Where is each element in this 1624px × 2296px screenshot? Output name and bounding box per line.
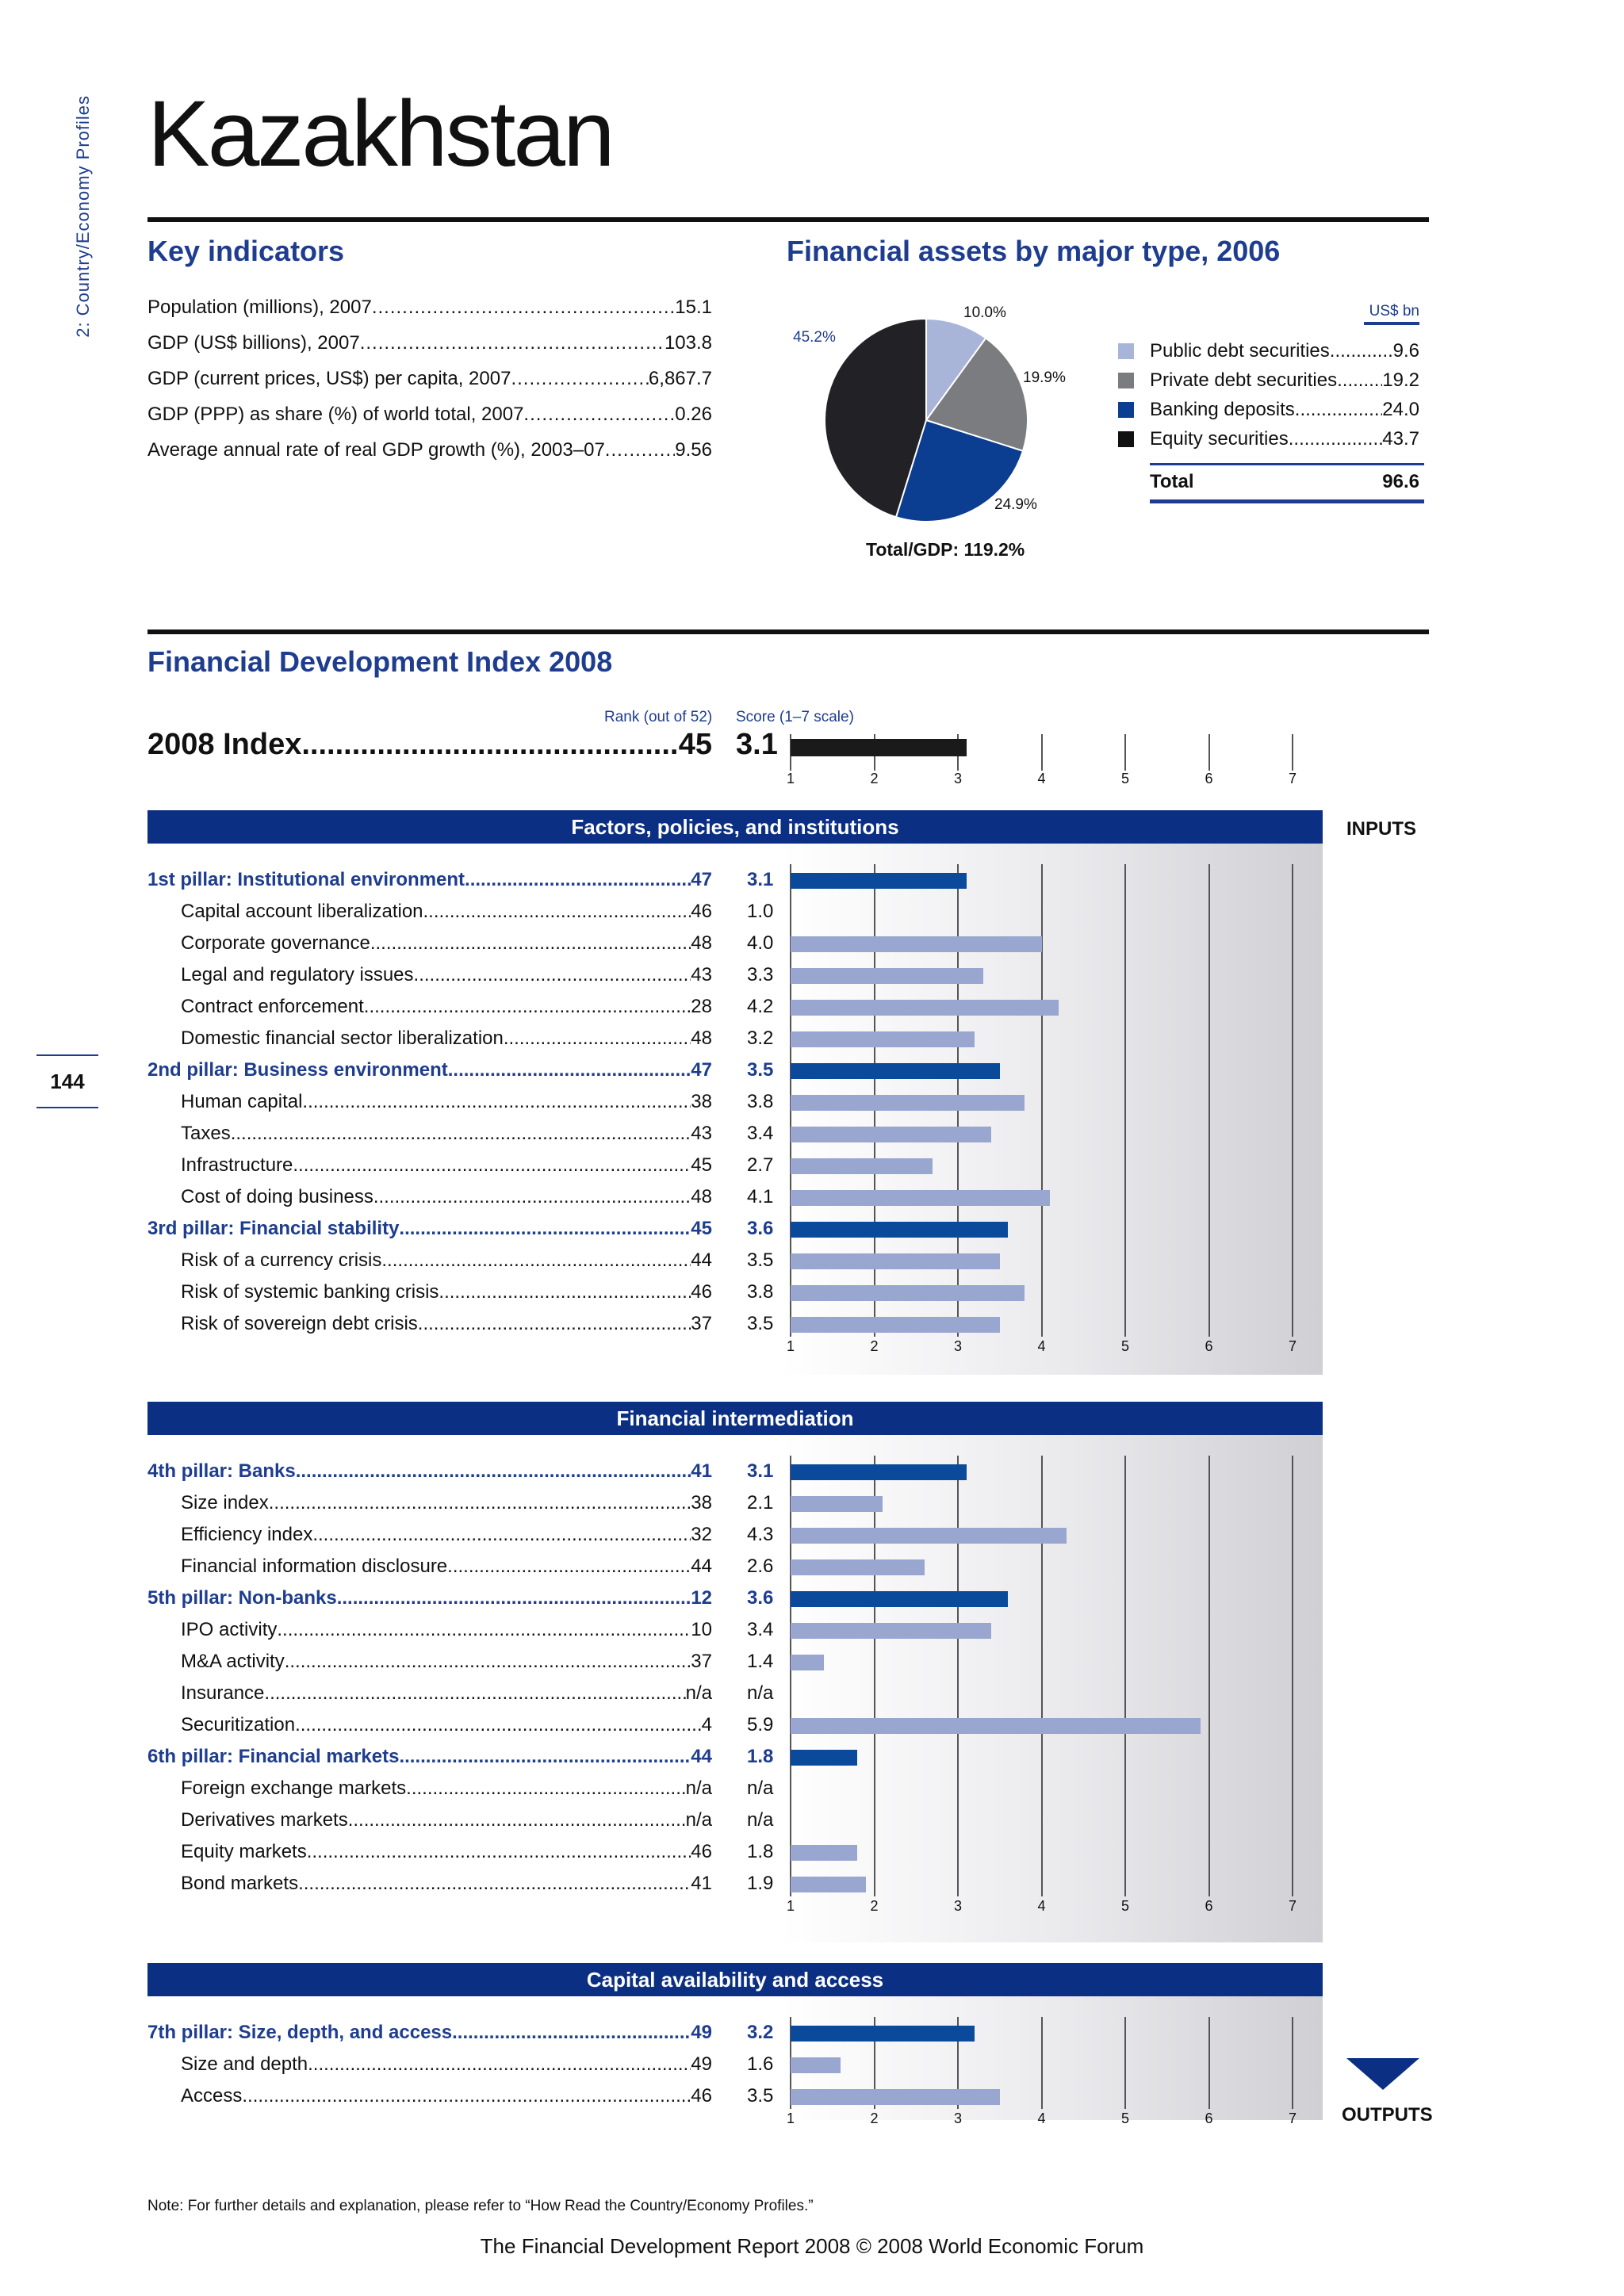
row-rank: 37 [691, 1313, 712, 1334]
row-label-text: Equity markets [181, 1841, 307, 1862]
row-label-text: Contract enforcement [181, 996, 364, 1017]
row-rank: 38 [691, 1492, 712, 1513]
row-score: 3.3 [747, 964, 774, 985]
row-score: 1.0 [747, 901, 774, 922]
legend-label: Public debt securities [1150, 340, 1330, 362]
score-bar [791, 2089, 1000, 2105]
gridline [1208, 864, 1210, 1337]
row-score: 3.5 [747, 1059, 774, 1081]
row-label-text: 3rd pillar: Financial stability [147, 1218, 400, 1239]
row-score: 5.9 [747, 1714, 774, 1735]
tick-label: 2 [870, 2110, 879, 2126]
legend-label: Equity securities [1150, 428, 1289, 450]
row-rank: 37 [691, 1651, 712, 1672]
tick-label: 2 [870, 1898, 879, 1914]
pillar-row [147, 1746, 712, 1768]
row-label-text: Securitization [181, 1714, 296, 1735]
row-rank: 46 [691, 901, 712, 922]
pillar-row [147, 1218, 712, 1240]
legend-value: 43.7 [1382, 428, 1419, 450]
score-bar [791, 1528, 1067, 1544]
row-rank: n/a [685, 1809, 712, 1831]
index-score: 3.1 [736, 728, 778, 761]
legend-value: 24.0 [1382, 399, 1419, 420]
outputs-label: OUTPUTS [1342, 2104, 1433, 2126]
pie-slice-label: 10.0% [963, 304, 1006, 321]
indicator-row [147, 404, 712, 426]
row-rank: 44 [691, 1746, 712, 1767]
gridline [1041, 2017, 1043, 2109]
sub-indicator-row [181, 1714, 712, 1736]
tick-label: 2 [870, 771, 879, 786]
tick-label: 1 [786, 771, 795, 786]
row-label-text: Efficiency index [181, 1524, 313, 1545]
row-score: 3.5 [747, 1249, 774, 1271]
row-rank: 47 [691, 869, 712, 890]
row-score: 1.9 [747, 1873, 774, 1894]
score-bar [791, 1623, 991, 1639]
tick-label: 4 [1037, 1338, 1046, 1354]
gridline [1208, 2017, 1210, 2109]
tick-label: 1 [786, 1898, 795, 1914]
row-label-text: Infrastructure [181, 1154, 293, 1176]
row-score: 1.8 [747, 1746, 774, 1767]
row-rank: 10 [691, 1619, 712, 1640]
row-score: 2.6 [747, 1556, 774, 1577]
row-score: 3.1 [747, 869, 774, 890]
gridline [874, 1456, 875, 1896]
score-bar [791, 1222, 1008, 1238]
legend-bottom-rule [1150, 499, 1424, 503]
tick-label: 1 [786, 2110, 795, 2126]
row-rank: n/a [685, 1777, 712, 1799]
gridline [1208, 1456, 1210, 1896]
indicator-value: 0.26 [675, 404, 712, 425]
row-score: 1.8 [747, 1841, 774, 1862]
inputs-label: INPUTS [1346, 818, 1417, 840]
legend-item [1118, 340, 1419, 362]
row-score: 3.5 [747, 2085, 774, 2107]
gridline [1292, 2017, 1293, 2109]
row-label-text: 4th pillar: Banks [147, 1460, 296, 1482]
row-score: 4.3 [747, 1524, 774, 1545]
gridline [957, 1456, 959, 1896]
row-score: 2.7 [747, 1154, 774, 1176]
row-label-text: Size and depth [181, 2053, 308, 2075]
outputs-arrow-icon [1346, 2058, 1419, 2093]
row-score: 3.6 [747, 1218, 774, 1239]
indicator-value: 103.8 [664, 332, 712, 354]
row-score: 4.2 [747, 996, 774, 1017]
tick-label: 4 [1037, 1898, 1046, 1914]
indicator-label: Population (millions), 2007 [147, 297, 372, 318]
legend-swatch [1118, 343, 1134, 359]
index-row [147, 728, 712, 762]
row-score: 3.8 [747, 1091, 774, 1112]
row-label-text: Corporate governance [181, 932, 370, 954]
unit-label: US$ bn [1364, 303, 1419, 325]
sub-indicator-row [181, 1841, 712, 1863]
tick-label: 7 [1288, 771, 1297, 786]
score-bar [791, 1877, 866, 1892]
tick-label: 3 [953, 1898, 962, 1914]
sub-indicator-row [181, 1027, 712, 1050]
row-label-text: Taxes [181, 1123, 231, 1144]
tick-label: 4 [1037, 2110, 1046, 2126]
row-score: n/a [747, 1809, 774, 1831]
row-label-text: 6th pillar: Financial markets [147, 1746, 400, 1767]
sub-indicator-row [181, 964, 712, 986]
row-score: 3.4 [747, 1619, 774, 1640]
score-bar [791, 873, 967, 889]
copyright: The Financial Development Report 2008 © 2008 World Economic Forum [480, 2234, 1144, 2258]
sub-indicator-row [181, 1777, 712, 1800]
sub-indicator-row [181, 932, 712, 955]
gridline [1041, 864, 1043, 1337]
pillar-row [147, 869, 712, 891]
section-band-capital: Capital availability and access [147, 1963, 1323, 1996]
tick-label: 7 [1288, 1338, 1297, 1354]
row-rank: 4 [701, 1714, 712, 1735]
sub-indicator-row [181, 1281, 712, 1303]
row-label-text: Access [181, 2085, 243, 2107]
row-score: 3.4 [747, 1123, 774, 1144]
row-label-text: Bond markets [181, 1873, 299, 1894]
row-rank: 46 [691, 1841, 712, 1862]
score-bar [791, 1031, 975, 1047]
tick-label: 5 [1120, 1898, 1129, 1914]
indicator-row [147, 439, 712, 461]
row-label-text: 7th pillar: Size, depth, and access [147, 2022, 453, 2043]
tick-label: 5 [1120, 2110, 1129, 2126]
row-rank: 38 [691, 1091, 712, 1112]
total-gdp-label: Total/GDP: 119.2% [866, 539, 1025, 560]
sub-indicator-row [181, 1651, 712, 1673]
gridline [790, 1456, 791, 1896]
score-bar [791, 1158, 933, 1174]
row-score: 2.1 [747, 1492, 774, 1513]
gridline [1292, 864, 1293, 1337]
rank-header: Rank (out of 52) [604, 709, 713, 725]
row-score: 3.8 [747, 1281, 774, 1303]
index-score-chart [780, 729, 1323, 793]
indicator-row [147, 297, 712, 319]
row-label-text: Financial information disclosure [181, 1556, 448, 1577]
score-bar [791, 1317, 1000, 1333]
gridline [1124, 2017, 1126, 2109]
row-label-text: Human capital [181, 1091, 303, 1112]
row-score: 1.4 [747, 1651, 774, 1672]
sub-indicator-row [181, 1809, 712, 1831]
index-label: 2008 Index [147, 728, 302, 761]
sub-indicator-row [181, 1873, 712, 1895]
score-bar [791, 1464, 967, 1480]
pillar-row [147, 2022, 712, 2044]
index-rank: 45 [678, 728, 712, 761]
row-rank: 46 [691, 2085, 712, 2107]
row-label-text: Capital account liberalization [181, 901, 423, 922]
indicator-label: GDP (current prices, US$) per capita, 2007 [147, 368, 511, 389]
page-number: 144 [36, 1054, 98, 1108]
tick-label: 6 [1205, 1338, 1213, 1354]
sub-indicator-row [181, 1123, 712, 1145]
tick-label: 1 [786, 1338, 795, 1354]
row-rank: 48 [691, 1027, 712, 1049]
gridline [1124, 1456, 1126, 1896]
row-rank: 48 [691, 932, 712, 954]
fdi-rule [147, 629, 1429, 634]
sub-indicator-row [181, 1682, 712, 1705]
sub-indicator-row [181, 1619, 712, 1641]
indicator-label: Average annual rate of real GDP growth (%), 2003–07 [147, 439, 605, 461]
legend-item [1118, 399, 1419, 421]
legend-value: 9.6 [1392, 340, 1419, 362]
row-label-text: Risk of systemic banking crisis [181, 1281, 439, 1303]
gridline [1041, 734, 1043, 771]
indicator-label: GDP (PPP) as share (%) of world total, 2007 [147, 404, 524, 425]
legend-total-row [1150, 471, 1419, 493]
legend-total-rule [1150, 463, 1424, 465]
tick-label: 5 [1120, 771, 1129, 786]
score-bar [791, 1559, 925, 1575]
row-label-text: 1st pillar: Institutional environment [147, 869, 465, 890]
legend-item [1118, 428, 1419, 450]
sub-indicator-row [181, 1186, 712, 1208]
fdi-heading: Financial Development Index 2008 [147, 645, 613, 678]
row-label-text: Legal and regulatory issues [181, 964, 414, 985]
row-label-text: Domestic financial sector liberalization [181, 1027, 504, 1049]
row-label-text: Foreign exchange markets [181, 1777, 407, 1799]
legend-swatch [1118, 373, 1134, 388]
row-rank: 49 [691, 2053, 712, 2075]
score-header: Score (1–7 scale) [736, 709, 854, 725]
row-rank: 47 [691, 1059, 712, 1081]
gridline [1292, 734, 1293, 771]
row-rank: 28 [691, 996, 712, 1017]
pie-slice-label: 24.9% [994, 496, 1037, 513]
row-label-text: Cost of doing business [181, 1186, 373, 1207]
sub-indicator-row [181, 1154, 712, 1177]
row-rank: 44 [691, 1556, 712, 1577]
section-band-factors: Factors, policies, and institutions [147, 810, 1323, 844]
indicator-value: 9.56 [675, 439, 712, 461]
legend-swatch [1118, 431, 1134, 447]
index-bar [791, 739, 967, 756]
sub-indicator-row [181, 2085, 712, 2107]
pillar-row [147, 1460, 712, 1483]
row-label-text: Insurance [181, 1682, 265, 1704]
row-score: n/a [747, 1682, 774, 1704]
row-score: 4.0 [747, 932, 774, 954]
row-rank: 49 [691, 2022, 712, 2043]
tick-label: 6 [1205, 2110, 1213, 2126]
row-label-text: Risk of sovereign debt crisis [181, 1313, 418, 1334]
score-bar [791, 1285, 1025, 1301]
row-rank: 45 [691, 1154, 712, 1176]
tick-label: 3 [953, 771, 962, 786]
row-rank: 41 [691, 1460, 712, 1482]
indicator-value: 15.1 [675, 297, 712, 318]
sub-indicator-row [181, 1091, 712, 1113]
score-bar [791, 1718, 1201, 1734]
legend-item [1118, 369, 1419, 392]
gridline [1124, 734, 1126, 771]
pie-slice-label: 45.2% [793, 329, 836, 346]
row-score: 3.1 [747, 1460, 774, 1482]
row-score: 3.6 [747, 1587, 774, 1609]
row-rank: n/a [685, 1682, 712, 1704]
score-bar [791, 1591, 1008, 1607]
row-label-text: M&A activity [181, 1651, 285, 1672]
score-bar [791, 1253, 1000, 1269]
tick-label: 7 [1288, 2110, 1297, 2126]
row-label-text: IPO activity [181, 1619, 278, 1640]
sub-indicator-row [181, 1249, 712, 1272]
legend-value: 19.2 [1382, 369, 1419, 391]
tick-label: 6 [1205, 1898, 1213, 1914]
tick-label: 4 [1037, 771, 1046, 786]
score-bar [791, 1127, 991, 1142]
row-score: 3.2 [747, 2022, 774, 2043]
row-rank: 48 [691, 1186, 712, 1207]
footer-note: Note: For further details and explanation, please refer to “How Read the Country/Economy Profiles.” [147, 2198, 814, 2214]
legend-label: Banking deposits [1150, 399, 1295, 420]
row-score: 1.6 [747, 2053, 774, 2075]
sidebar-section-label: 2: Country/Economy Profiles [73, 95, 93, 338]
legend-label: Private debt securities [1150, 369, 1338, 391]
legend-swatch [1118, 402, 1134, 418]
row-score: 3.5 [747, 1313, 774, 1334]
row-rank: 12 [691, 1587, 712, 1609]
row-score: 3.2 [747, 1027, 774, 1049]
tick-label: 3 [953, 1338, 962, 1354]
financial-assets-heading: Financial assets by major type, 2006 [787, 235, 1281, 267]
key-indicators-heading: Key indicators [147, 235, 345, 267]
row-rank: 44 [691, 1249, 712, 1271]
score-bar [791, 2026, 975, 2042]
sub-indicator-row [181, 1556, 712, 1578]
row-label-text: 2nd pillar: Business environment [147, 1059, 448, 1081]
sub-indicator-row [181, 1492, 712, 1514]
gridline [1041, 1456, 1043, 1896]
score-bar [791, 1655, 824, 1670]
score-bar [791, 1095, 1025, 1111]
indicator-row [147, 332, 712, 354]
section-band-intermediation: Financial intermediation [147, 1402, 1323, 1435]
score-bar [791, 968, 983, 984]
sub-indicator-row [181, 1524, 712, 1546]
indicator-row [147, 368, 712, 390]
page-title: Kazakhstan [147, 82, 613, 186]
row-score: n/a [747, 1777, 774, 1799]
row-rank: 43 [691, 1123, 712, 1144]
score-bar [791, 1000, 1059, 1016]
tick-label: 3 [953, 2110, 962, 2126]
row-label-text: Derivatives markets [181, 1809, 348, 1831]
score-bar [791, 936, 1042, 952]
sub-indicator-row [181, 1313, 712, 1335]
gridline [1208, 734, 1210, 771]
row-score: 4.1 [747, 1186, 774, 1207]
row-rank: 46 [691, 1281, 712, 1303]
indicator-value: 6,867.7 [648, 368, 712, 389]
row-label-text: Size index [181, 1492, 269, 1513]
score-bar [791, 1063, 1000, 1079]
tick-label: 5 [1120, 1338, 1129, 1354]
pillar-row [147, 1059, 712, 1081]
row-rank: 32 [691, 1524, 712, 1545]
row-label-text: 5th pillar: Non-banks [147, 1587, 337, 1609]
pie-slice-label: 19.9% [1023, 369, 1066, 386]
row-rank: 45 [691, 1218, 712, 1239]
row-rank: 43 [691, 964, 712, 985]
gridline [1124, 864, 1126, 1337]
score-bar [791, 1496, 883, 1512]
row-label-text: Risk of a currency crisis [181, 1249, 382, 1271]
top-rule [147, 217, 1429, 222]
score-bar [791, 1190, 1050, 1206]
pillar-row [147, 1587, 712, 1609]
sub-indicator-row [181, 2053, 712, 2076]
tick-label: 6 [1205, 771, 1213, 786]
score-bar [791, 1750, 857, 1766]
legend-total-label: Total [1150, 471, 1194, 492]
tick-label: 2 [870, 1338, 879, 1354]
score-bar [791, 1845, 857, 1861]
score-bar [791, 2057, 841, 2073]
legend-total-value: 96.6 [1382, 471, 1419, 492]
sub-indicator-row [181, 901, 712, 923]
row-rank: 41 [691, 1873, 712, 1894]
sub-indicator-row [181, 996, 712, 1018]
indicator-label: GDP (US$ billions), 2007 [147, 332, 360, 354]
tick-label: 7 [1288, 1898, 1297, 1914]
gridline [1292, 1456, 1293, 1896]
